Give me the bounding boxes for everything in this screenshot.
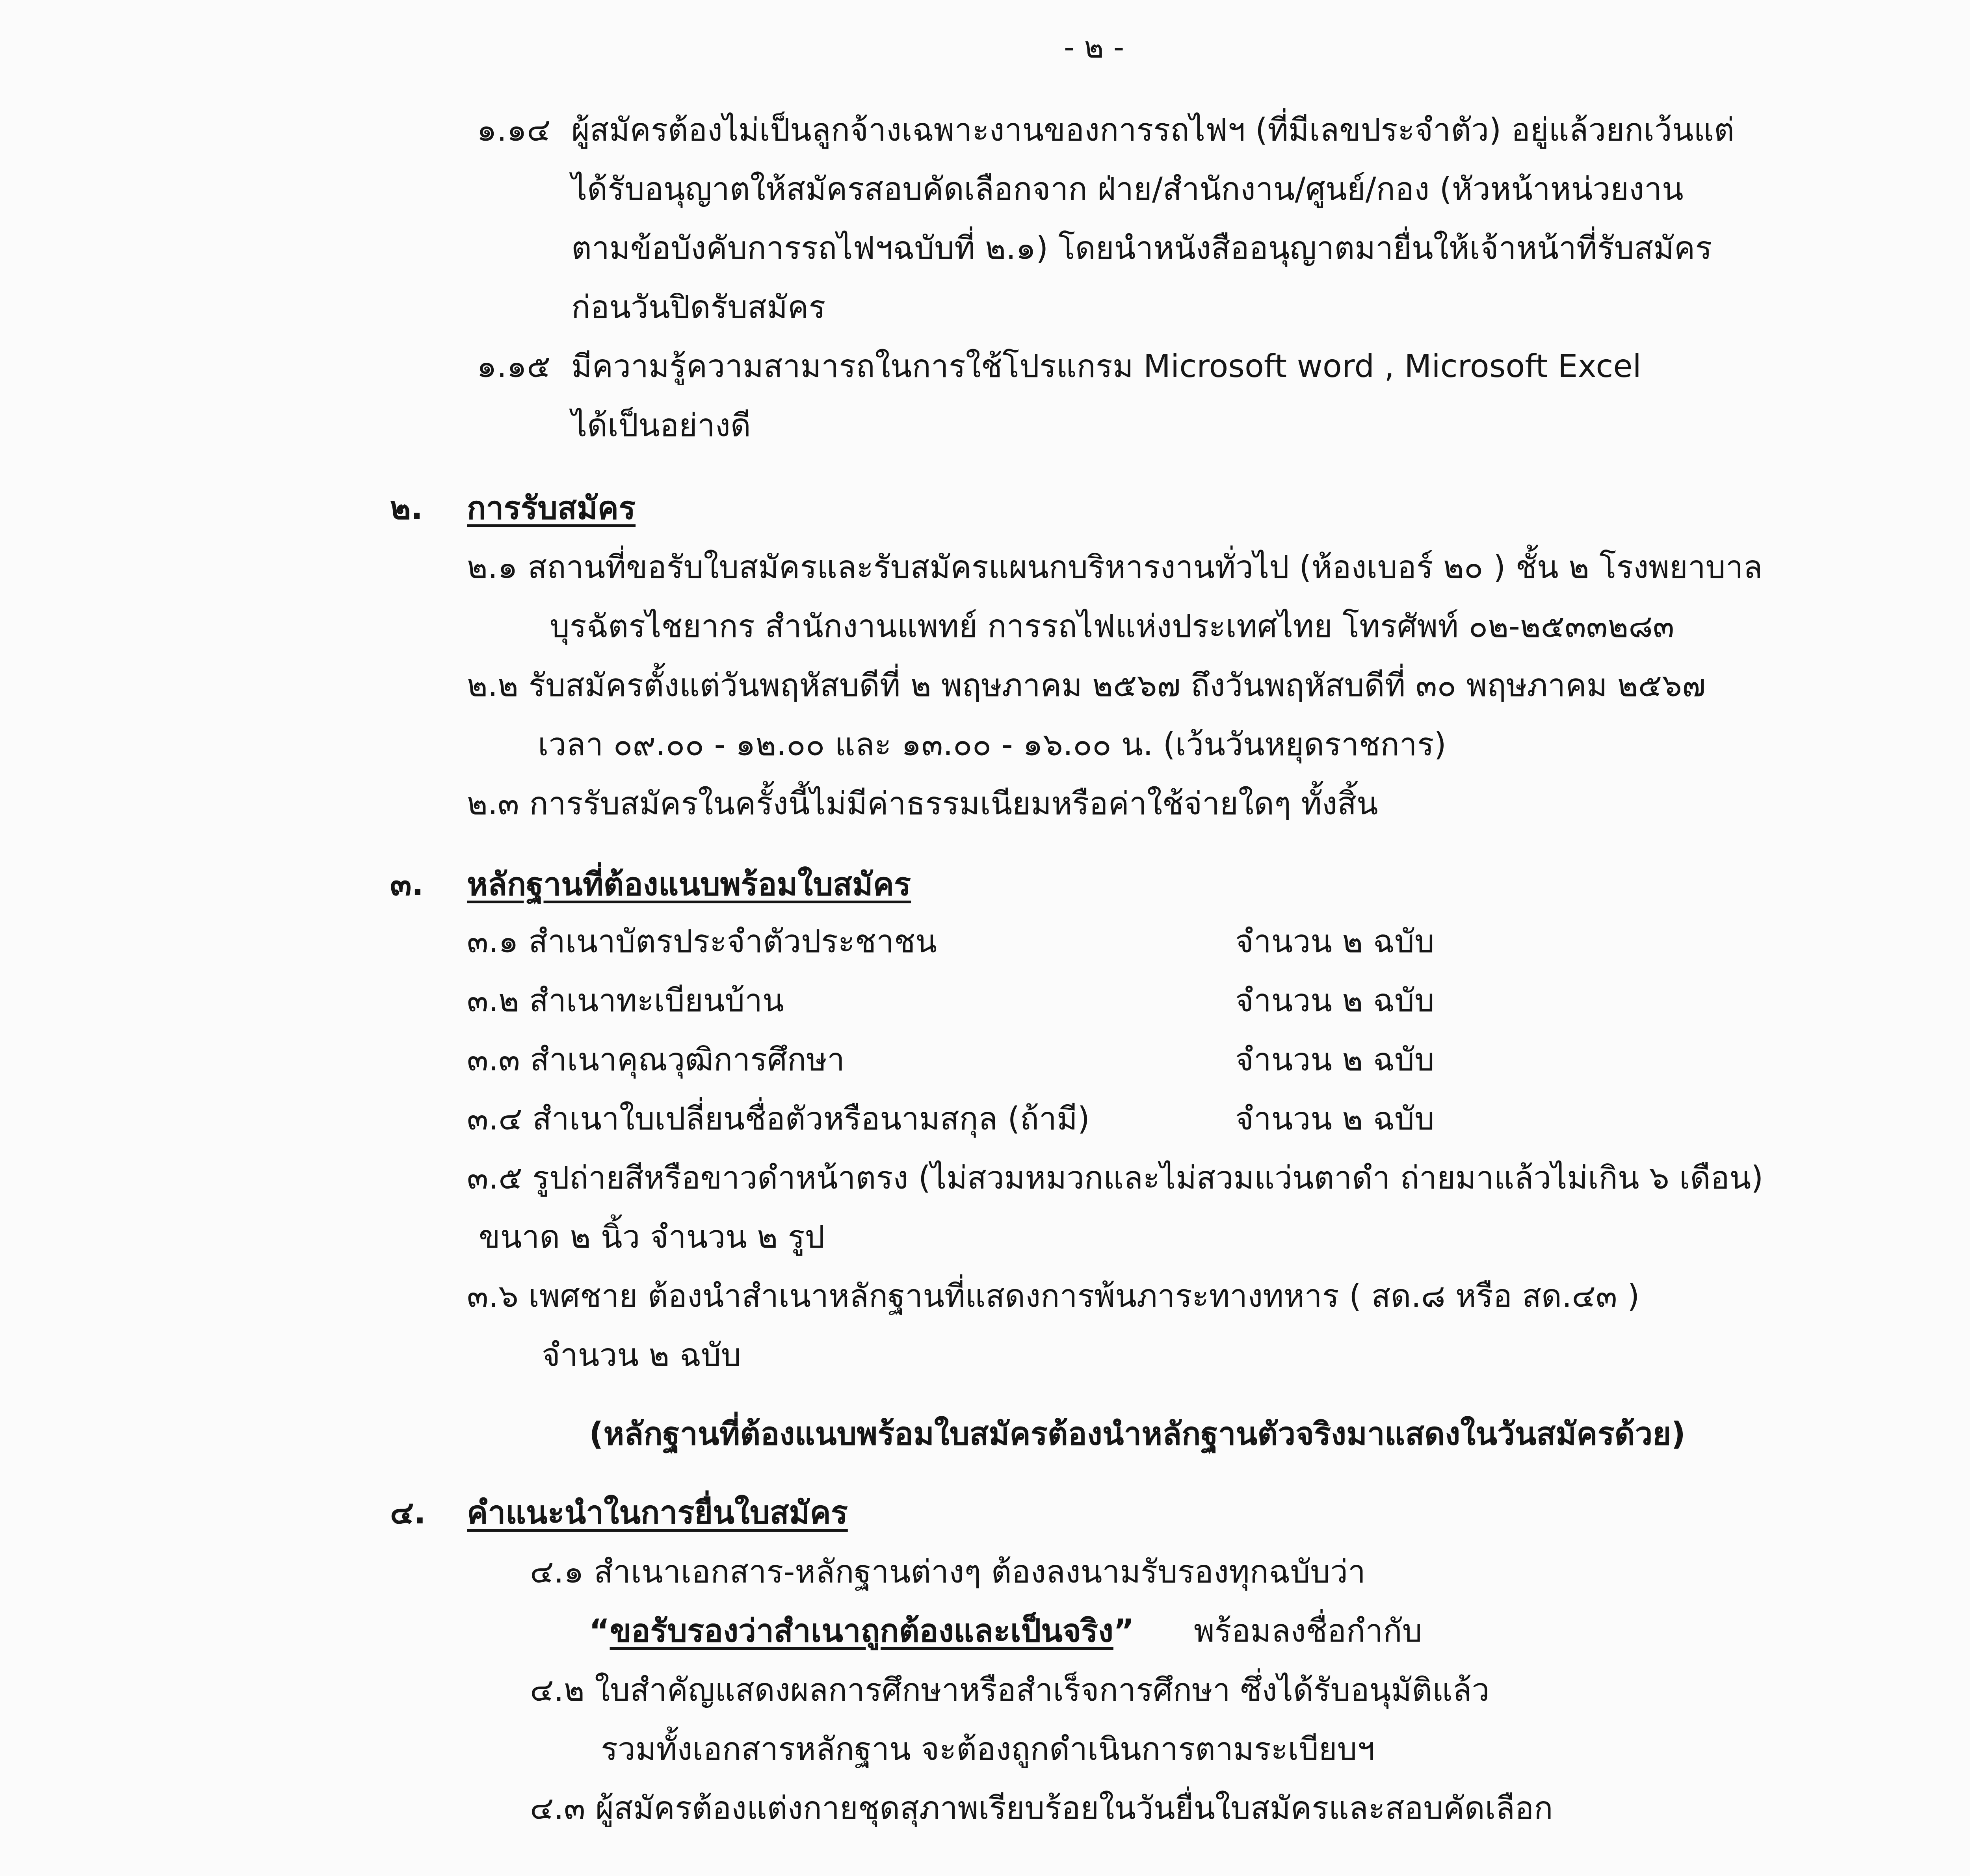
doc-label-3: ๓.๓ สำเนาคุณวุฒิการศึกษา [467,1041,845,1078]
section-4-heading: คำแนะนำในการยื่นใบสมัคร [467,1494,848,1531]
certification-phrase: ขอรับรองว่าสำเนาถูกต้องและเป็นจริง [610,1612,1113,1649]
item-4-1-line1: ๔.๑ สำเนาเอกสาร-หลักฐานต่างๆ ต้องลงนามรับรองทุกฉบับว่า [530,1553,1366,1590]
doc-label-4: ๓.๔ สำเนาใบเปลี่ยนชื่อตัวหรือนามสกุล (ถ้ามี) [467,1100,1090,1137]
section-3-number: ๓. [390,866,424,903]
quote-close-mark: ” [1113,1612,1134,1649]
section-4-number: ๔. [390,1494,426,1531]
doc-qty-3: จำนวน ๒ ฉบับ [1235,1041,1435,1078]
item-4-1-quote-line [589,1611,1134,1651]
item-1-14-number: ๑.๑๔ [477,111,551,148]
item-2-3: ๒.๓ การรับสมัครในครั้งนี้ไม่มีค่าธรรมเนียมหรือค่าใช้จ่ายใดๆ ทั้งสิ้น [467,785,1378,822]
item-2-1-line1: ๒.๑ สถานที่ขอรับใบสมัครและรับสมัครแผนกบริหารงานทั่วไป (ห้องเบอร์ ๒๐ ) ชั้น ๒ โรงพยาบาล [467,549,1763,585]
item-4-1-tail: พร้อมลงชื่อกำกับ [1194,1612,1422,1649]
item-1-14-line3: ตามข้อบังคับการรถไฟฯฉบับที่ ๒.๑) โดยนำหนังสืออนุญาตมายื่นให้เจ้าหน้าที่รับสมัคร [571,230,1712,266]
item-3-5-line2: ขนาด ๒ นิ้ว จำนวน ๒ รูป [479,1218,825,1255]
item-2-2-line2: เวลา ๐๙.๐๐ - ๑๒.๐๐ และ ๑๓.๐๐ - ๑๖.๐๐ น. (เว้นวันหยุดราชการ) [538,726,1446,763]
section-3-note: (หลักฐานที่ต้องแนบพร้อมใบสมัครต้องนำหลักฐานตัวจริงมาแสดงในวันสมัครด้วย) [589,1415,1686,1452]
section-2-heading: การรับสมัคร [467,490,636,526]
item-1-15-number: ๑.๑๕ [477,348,551,384]
doc-label-1: ๓.๑ สำเนาบัตรประจำตัวประชาชน [467,923,937,960]
item-2-2-line1: ๒.๒ รับสมัครตั้งแต่วันพฤหัสบดีที่ ๒ พฤษภาคม ๒๕๖๗ ถึงวันพฤหัสบดีที่ ๓๐ พฤษภาคม ๒๕๖๗ [467,667,1706,704]
item-4-2-line2: รวมทั้งเอกสารหลักฐาน จะต้องถูกดำเนินการตามระเบียบฯ [601,1731,1375,1767]
item-2-1-line2: บุรฉัตรไชยากร สำนักงานแพทย์ การรถไฟแห่งประเทศไทย โทรศัพท์ ๐๒-๒๕๓๓๒๘๓ [550,608,1674,645]
section-3-heading: หลักฐานที่ต้องแนบพร้อมใบสมัคร [467,866,911,903]
section-2-number: ๒. [390,490,423,526]
doc-qty-1: จำนวน ๒ ฉบับ [1235,923,1435,960]
doc-qty-4: จำนวน ๒ ฉบับ [1235,1100,1435,1137]
item-1-15-line1: มีความรู้ความสามารถในการใช้โปรแกรม Microsoft word , Microsoft Excel [571,348,1641,384]
item-1-14-line4: ก่อนวันปิดรับสมัคร [571,289,826,325]
item-3-6-line2: จำนวน ๒ ฉบับ [542,1337,741,1373]
doc-qty-2: จำนวน ๒ ฉบับ [1235,982,1435,1019]
page-number: - ๒ - [1064,30,1124,65]
quote-open-mark: “ [589,1612,610,1649]
item-3-5-line1: ๓.๕ รูปถ่ายสีหรือขาวดำหน้าตรง (ไม่สวมหมวกและไม่สวมแว่นตาดำ ถ่ายมาแล้วไม่เกิน ๖ เดือน) [467,1159,1764,1196]
item-3-6-line1: ๓.๖ เพศชาย ต้องนำสำเนาหลักฐานที่แสดงการพ้นภาระทางทหาร ( สด.๘ หรือ สด.๔๓ ) [467,1278,1640,1314]
item-4-3: ๔.๓ ผู้สมัครต้องแต่งกายชุดสุภาพเรียบร้อยในวันยื่นใบสมัครและสอบคัดเลือก [530,1790,1553,1826]
item-1-15-line2: ได้เป็นอย่างดี [571,407,751,444]
item-4-2-line1: ๔.๒ ใบสำคัญแสดงผลการศึกษาหรือสำเร็จการศึกษา ซึ่งได้รับอนุมัติแล้ว [530,1672,1490,1708]
item-1-14-line2: ได้รับอนุญาตให้สมัครสอบคัดเลือกจาก ฝ่าย/สำนักงาน/ศูนย์/กอง (หัวหน้าหน่วยงาน [571,171,1684,207]
item-1-14-line1: ผู้สมัครต้องไม่เป็นลูกจ้างเฉพาะงานของการรถไฟฯ (ที่มีเลขประจำตัว) อยู่แล้วยกเว้นแต่ [571,111,1734,148]
doc-label-2: ๓.๒ สำเนาทะเบียนบ้าน [467,982,784,1019]
